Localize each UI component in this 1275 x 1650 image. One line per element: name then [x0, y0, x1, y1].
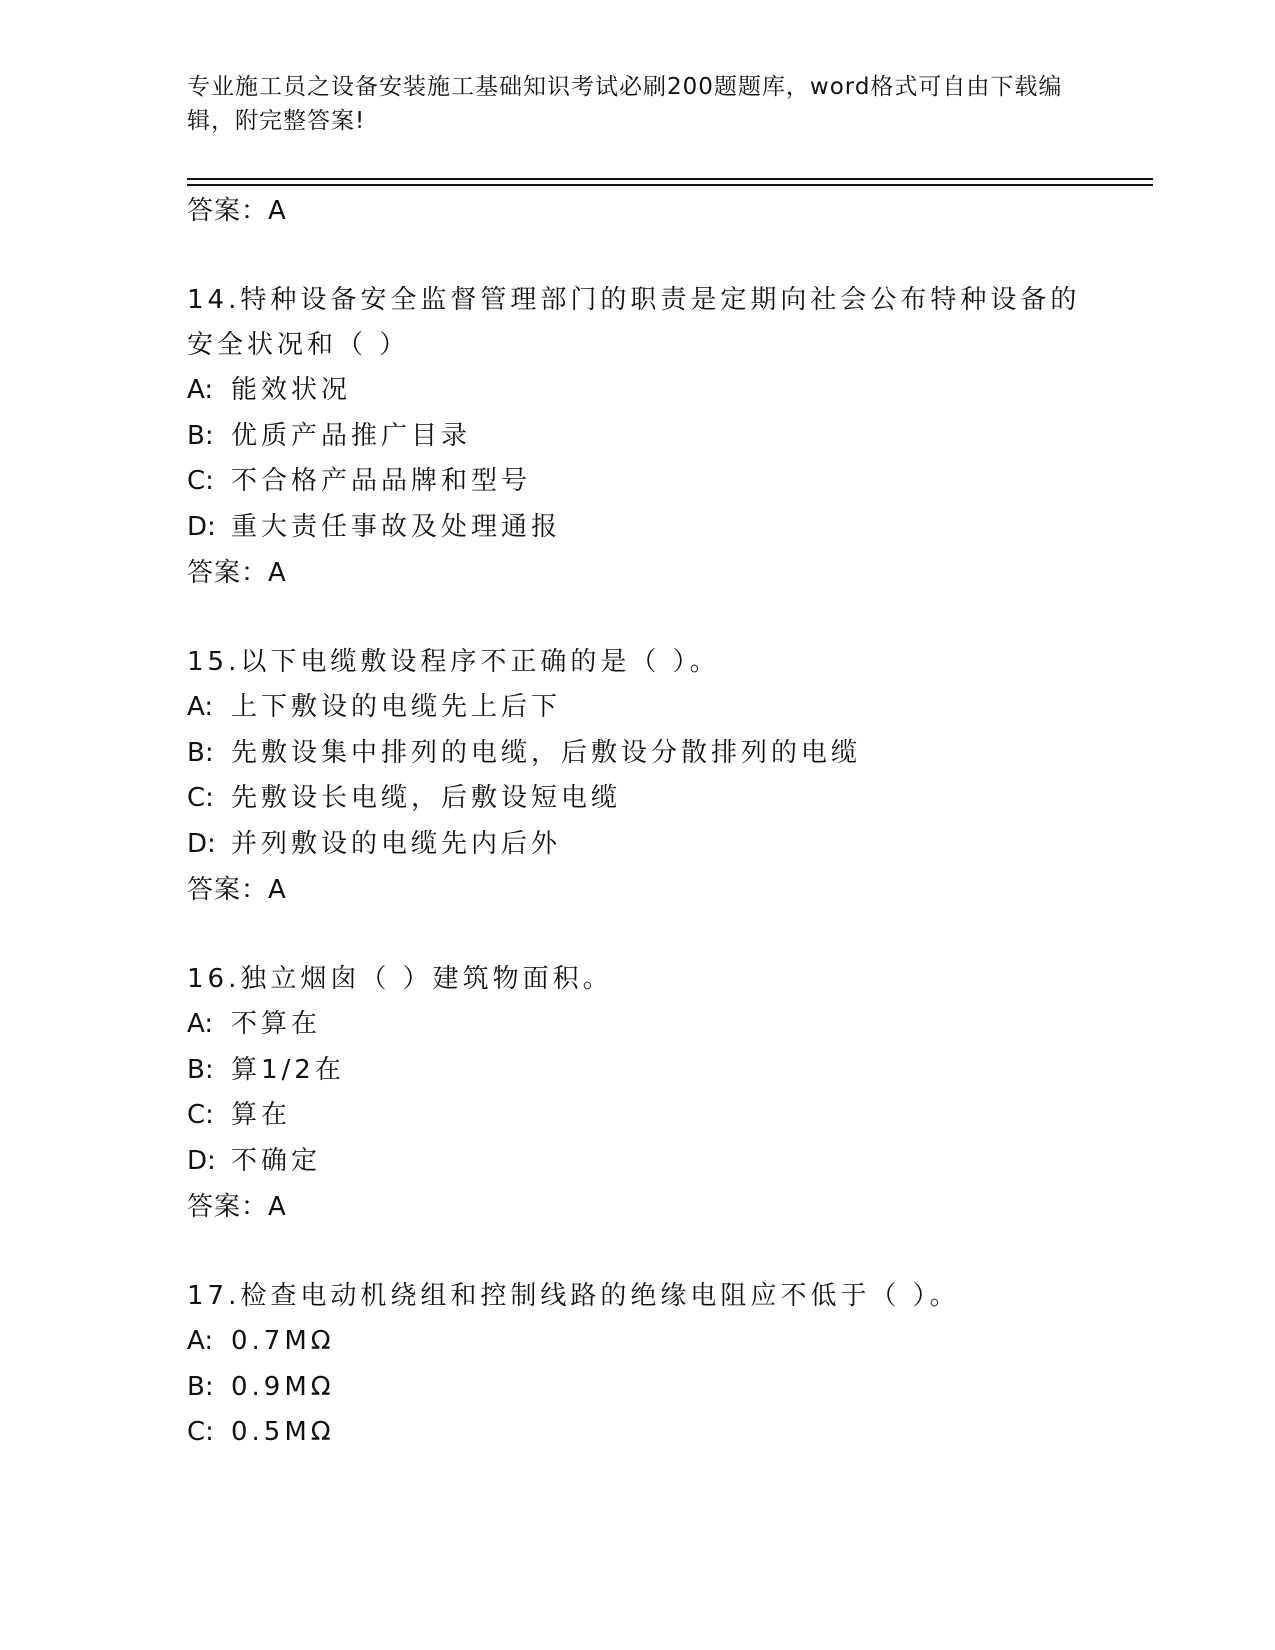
option-text: 优质产品推广目录 [231, 420, 472, 451]
option-text: 先敷设长电缆，后敷设短电缆 [231, 783, 622, 813]
question-text: 15.以下电缆敷设程序不正确的是（ ）。 [187, 647, 720, 677]
option-letter: D: [187, 1145, 216, 1176]
option-row [187, 685, 1087, 731]
header-rule-top [187, 178, 1153, 180]
option-text: 算在 [231, 1100, 292, 1130]
option-row [187, 731, 1087, 777]
document-header: 专业施工员之设备安装施工基础知识考试必刷200题题库，word格式可自由下载编辑，附完整答案! [187, 74, 1063, 134]
question-block [187, 1274, 1087, 1456]
answer-line: 答案：A [187, 196, 287, 226]
option-letter: C: [187, 783, 214, 813]
option-text: 0.9MΩ [231, 1371, 335, 1402]
option-letter: D: [187, 511, 216, 542]
option-text: 不确定 [231, 1145, 322, 1176]
question-block [187, 278, 1087, 596]
question-block [187, 957, 1087, 1230]
option-row [187, 822, 1087, 868]
option-letter: B: [187, 420, 214, 451]
option-row [187, 505, 1087, 551]
option-text: 0.5MΩ [231, 1417, 335, 1447]
option-text: 0.7MΩ [231, 1326, 335, 1356]
option-letter: D: [187, 828, 216, 859]
answer-line: 答案：A [187, 1192, 287, 1222]
header-rule-bottom [187, 184, 1153, 186]
option-letter: B: [187, 1371, 214, 1402]
question-block [187, 640, 1087, 913]
option-row [187, 1365, 1087, 1411]
question-list [187, 188, 1087, 1456]
answer-line: 答案：A [187, 558, 287, 588]
option-row [187, 1093, 1087, 1139]
option-letter: B: [187, 737, 214, 768]
option-row [187, 776, 1087, 822]
option-text: 不算在 [231, 1009, 322, 1039]
option-row [187, 1002, 1087, 1048]
option-text: 重大责任事故及处理通报 [231, 511, 562, 542]
option-letter: A: [187, 1009, 214, 1039]
option-letter: C: [187, 1100, 214, 1130]
option-row [187, 414, 1087, 460]
option-row [187, 1139, 1087, 1185]
option-text: 并列敷设的电缆先内后外 [231, 828, 562, 859]
option-text: 算1/2在 [231, 1054, 345, 1085]
option-row [187, 459, 1087, 505]
option-text: 先敷设集中排列的电缆，后敷设分散排列的电缆 [231, 737, 862, 768]
option-row [187, 368, 1087, 414]
option-letter: C: [187, 1417, 214, 1447]
questions-container [187, 278, 1087, 1456]
option-letter: A: [187, 375, 214, 405]
question-text: 14.特种设备安全监督管理部门的职责是定期向社会公布特种设备的安全状况和（ ） [187, 285, 1081, 360]
option-letter: A: [187, 692, 214, 722]
option-letter: A: [187, 1326, 214, 1356]
option-row [187, 1319, 1087, 1365]
option-row [187, 1048, 1087, 1094]
option-letter: B: [187, 1054, 214, 1085]
option-text: 上下敷设的电缆先上后下 [231, 692, 562, 722]
option-text: 能效状况 [231, 375, 352, 405]
option-row [187, 1410, 1087, 1456]
option-letter: C: [187, 466, 214, 496]
question-text: 16.独立烟囱（ ）建筑物面积。 [187, 964, 613, 994]
option-text: 不合格产品品牌和型号 [231, 466, 532, 496]
answer-line: 答案：A [187, 875, 287, 905]
question-text: 17.检查电动机绕组和控制线路的绝缘电阻应不低于（ ）。 [187, 1281, 960, 1311]
